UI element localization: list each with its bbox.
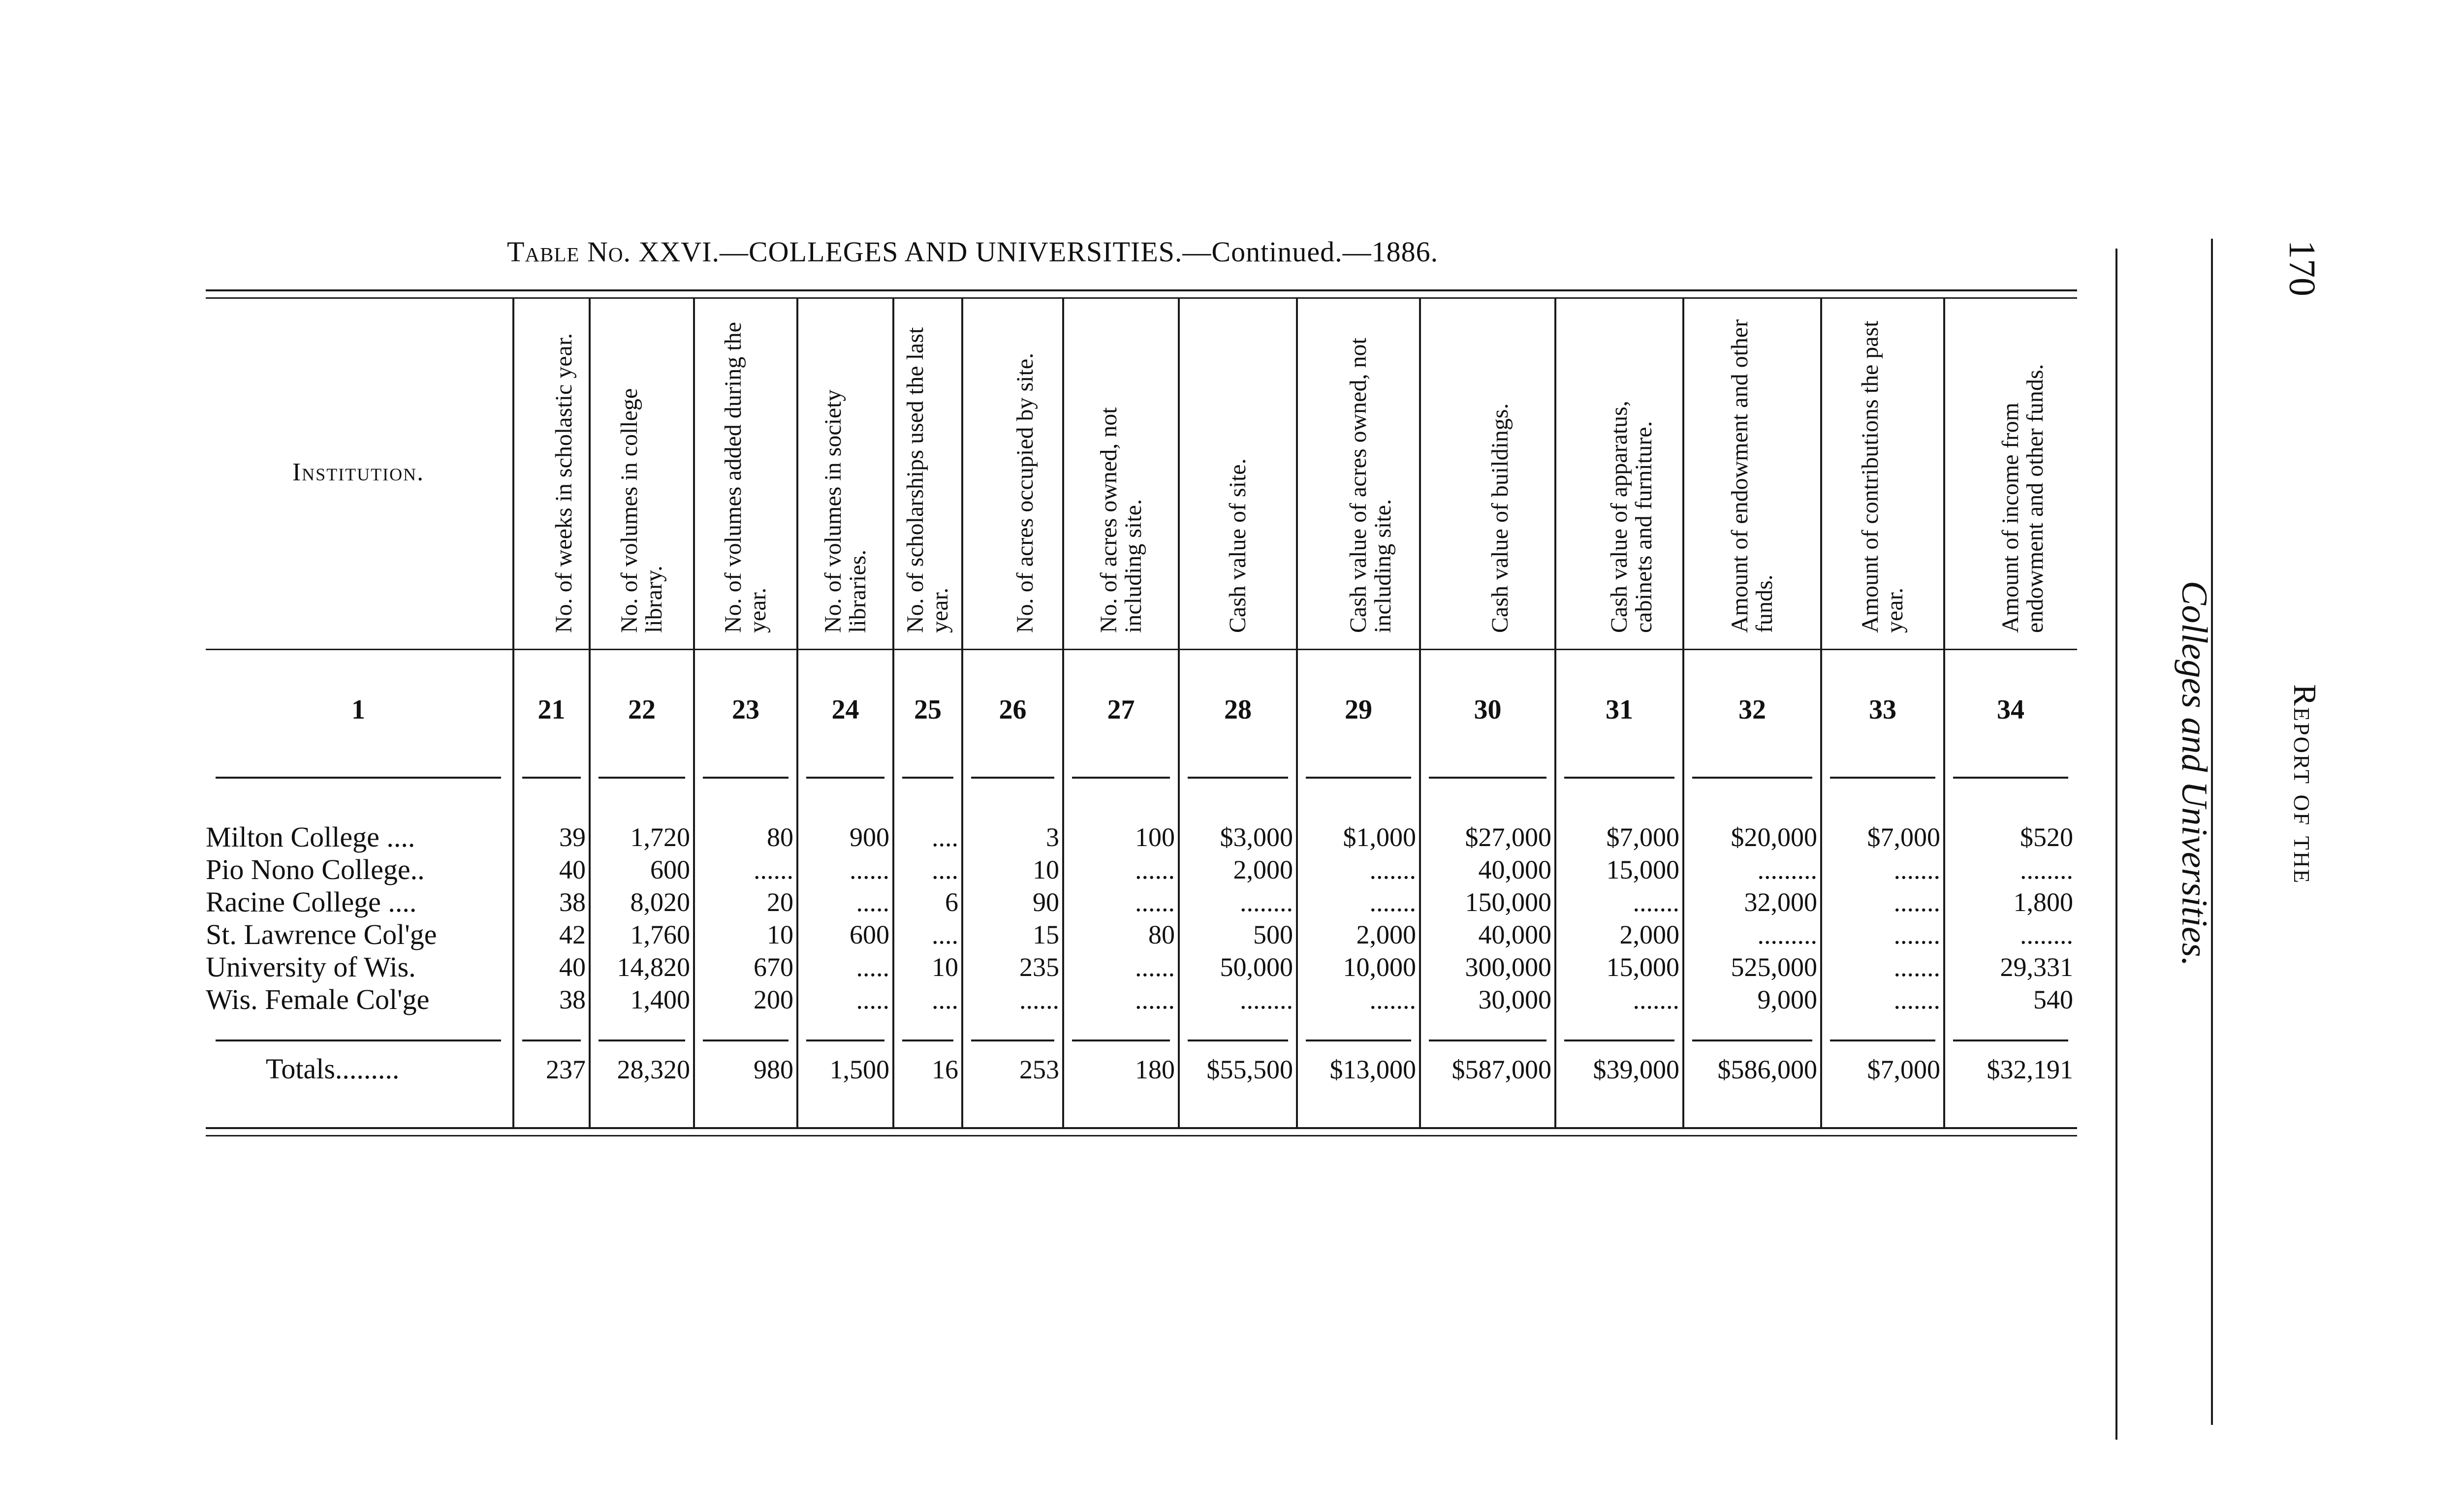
table-cell: 2,000	[1356, 920, 1416, 949]
table-cell: ......	[1135, 985, 1175, 1014]
table-cell: 6	[945, 887, 958, 917]
total-cell: $32,191	[1987, 1055, 2073, 1084]
totals-label: Totals.........	[266, 1053, 400, 1085]
table-cell: 8,020	[630, 887, 690, 917]
column-header: No. of volumes added during the year.	[720, 322, 771, 633]
number-underline	[806, 777, 884, 779]
institution-name: Racine College ....	[206, 886, 417, 918]
institution-header: Institution.	[292, 458, 425, 486]
table-cell: ......	[1135, 855, 1175, 884]
table-cell: .....	[856, 985, 889, 1014]
column-number: 34	[1997, 694, 2024, 725]
total-cell: $55,500	[1206, 1055, 1293, 1084]
total-cell: 253	[1019, 1055, 1059, 1084]
total-cell: $39,000	[1593, 1055, 1679, 1084]
totals-overline	[522, 1040, 581, 1041]
table-cell: 525,000	[1731, 952, 1817, 982]
totals-overline	[1830, 1040, 1935, 1041]
table-cell: 39	[559, 822, 586, 852]
column-number: 21	[537, 694, 566, 725]
table-cell: 80	[1148, 920, 1175, 949]
number-underline	[599, 777, 685, 779]
table-cell: 600	[650, 855, 690, 884]
table-cell: 29,331	[2000, 952, 2073, 982]
right-margin-rule	[2115, 249, 2117, 1440]
table-cell: 235	[1019, 952, 1059, 982]
table-cell: ......	[850, 855, 889, 884]
total-cell: $586,000	[1717, 1055, 1817, 1084]
number-underline	[216, 777, 501, 779]
totals-overline	[902, 1040, 953, 1041]
table-cell: .......	[1893, 855, 1940, 884]
table-cell: $7,000	[1606, 822, 1679, 852]
table-cell: .......	[1369, 985, 1416, 1014]
column-header-cell	[1179, 310, 1297, 640]
column-header-cell	[1555, 310, 1683, 640]
column-header: No. of volumes in society libraries.	[820, 389, 871, 633]
table-cell: 1,800	[2013, 887, 2073, 917]
data-column	[1821, 821, 1944, 1016]
table-title-text: XXVI.—COLLEGES AND UNIVERSITIES.—Continued.—1886.	[638, 236, 1439, 268]
table-title-prefix: Table No.	[507, 236, 631, 268]
total-cell: $587,000	[1451, 1055, 1551, 1084]
table-cell: .......	[1369, 855, 1416, 884]
table-cell: $1,000	[1343, 822, 1416, 852]
table-cell: 90	[1033, 887, 1059, 917]
table-cell: .......	[1893, 952, 1940, 982]
data-column	[513, 821, 590, 1016]
column-header-cell	[962, 310, 1063, 640]
total-cell: 16	[932, 1055, 958, 1084]
table-cell: 9,000	[1757, 985, 1817, 1014]
column-header-cell	[1297, 310, 1420, 640]
column-header-cell	[1944, 310, 2077, 640]
table-cell: .....	[856, 887, 889, 917]
table-cell: ......	[1019, 985, 1059, 1014]
number-underline	[1188, 777, 1288, 779]
column-number: 23	[732, 694, 759, 725]
data-column	[1683, 821, 1821, 1016]
column-header-cell	[1683, 310, 1821, 640]
institution-name: Pio Nono College..	[206, 853, 425, 885]
totals-overline	[1564, 1040, 1674, 1041]
table-cell: 500	[1253, 920, 1293, 949]
table-cell: ........	[2020, 920, 2073, 949]
table-cell: .........	[1757, 855, 1817, 884]
number-underline	[1429, 777, 1546, 779]
table-cell: 50,000	[1220, 952, 1293, 982]
column-number: 25	[914, 694, 942, 725]
table-cell: ......	[1135, 952, 1175, 982]
table-cell: $7,000	[1867, 822, 1940, 852]
data-column	[1420, 821, 1555, 1016]
data-column	[1944, 821, 2077, 1016]
table-cell: 200	[754, 985, 793, 1014]
column-header: No. of volumes in college library.	[616, 388, 667, 633]
table-cell: ......	[754, 855, 793, 884]
number-underline	[522, 777, 581, 779]
table-cell: .....	[856, 952, 889, 982]
data-column	[1555, 821, 1683, 1016]
number-underline	[1306, 777, 1411, 779]
table-cell: 10,000	[1343, 952, 1416, 982]
totals-overline	[1188, 1040, 1288, 1041]
table-cell: 80	[767, 822, 793, 852]
data-column	[1179, 821, 1297, 1016]
table-cell: 600	[850, 920, 889, 949]
bottom-rule-2	[206, 1135, 2077, 1136]
totals-overline	[806, 1040, 884, 1041]
column-number: 27	[1107, 694, 1135, 725]
table-title	[507, 235, 1438, 268]
table-cell: 30,000	[1478, 985, 1551, 1014]
institution-name: Wis. Female Col'ge	[206, 983, 430, 1015]
total-cell: 1,500	[829, 1055, 889, 1084]
page-number: 170	[2281, 240, 2323, 296]
column-number: 29	[1345, 694, 1372, 725]
number-underline	[1564, 777, 1674, 779]
table-cell: ......	[1135, 887, 1175, 917]
top-rule-2	[206, 297, 2077, 299]
table-cell: 20	[767, 887, 793, 917]
table-cell: .......	[1893, 920, 1940, 949]
table-cell: 38	[559, 887, 586, 917]
table-cell: 40,000	[1478, 920, 1551, 949]
column-number: 28	[1224, 694, 1252, 725]
table-cell: 40	[559, 855, 586, 884]
table-cell: .......	[1893, 887, 1940, 917]
table-cell: 670	[754, 952, 793, 982]
institution-name: St. Lawrence Col'ge	[206, 918, 437, 950]
data-column	[1063, 821, 1179, 1016]
table-cell: .......	[1633, 887, 1679, 917]
total-cell: $13,000	[1329, 1055, 1416, 1084]
top-rule	[206, 289, 2077, 291]
institution-name: Milton College ....	[206, 821, 415, 853]
column-header-cell	[797, 310, 893, 640]
table-cell: ....	[932, 920, 958, 949]
table-cell: 38	[559, 985, 586, 1014]
section-title: Colleges and Universities.	[2174, 581, 2214, 967]
table-cell: 540	[2033, 985, 2073, 1014]
column-number: 30	[1474, 694, 1502, 725]
number-underline	[1072, 777, 1170, 779]
total-cell: 237	[546, 1055, 586, 1084]
table-cell: $520	[2020, 822, 2073, 852]
totals-overline	[703, 1040, 789, 1041]
data-column	[694, 821, 797, 1016]
column-header-cell	[513, 310, 590, 640]
column-header: No. of acres occupied by site.	[1011, 352, 1038, 633]
institution-column-number: 1	[351, 694, 365, 725]
institution-names	[206, 821, 511, 1016]
running-head: Report of the	[2287, 684, 2323, 885]
column-header: Cash value of apparatus, cabinets and furniture.	[1606, 401, 1657, 633]
table-cell: 100	[1135, 822, 1175, 852]
column-header: No. of weeks in scholastic year.	[550, 333, 577, 633]
header-bottom-rule	[206, 649, 2077, 650]
data-column	[797, 821, 893, 1016]
column-number: 32	[1738, 694, 1766, 725]
column-header: No. of acres owned, not including site.	[1095, 407, 1146, 633]
totals-overline	[1692, 1040, 1812, 1041]
number-underline	[703, 777, 789, 779]
column-header-cell	[1420, 310, 1555, 640]
table-cell: 14,820	[617, 952, 690, 982]
number-underline	[1692, 777, 1812, 779]
number-underline	[902, 777, 953, 779]
column-header-cell	[893, 310, 962, 640]
column-header: Cash value of site.	[1225, 458, 1251, 633]
data-column	[590, 821, 694, 1016]
table-cell: 300,000	[1465, 952, 1551, 982]
column-header: Amount of endowment and other funds.	[1727, 319, 1777, 633]
table-cell: $20,000	[1731, 822, 1817, 852]
table-cell: 2,000	[1233, 855, 1293, 884]
table-cell: .......	[1633, 985, 1679, 1014]
data-column	[1297, 821, 1420, 1016]
column-number: 22	[628, 694, 656, 725]
table-cell: 1,720	[630, 822, 690, 852]
table-cell: ....	[932, 855, 958, 884]
number-underline	[971, 777, 1054, 779]
column-header-cell	[1063, 310, 1179, 640]
table-cell: 1,760	[630, 920, 690, 949]
table-cell: 15,000	[1606, 855, 1679, 884]
table-cell: 40,000	[1478, 855, 1551, 884]
column-number: 26	[999, 694, 1027, 725]
totals-overline	[971, 1040, 1054, 1041]
column-header: Amount of income from endowment and other funds.	[1997, 364, 2048, 633]
table-cell: .........	[1757, 920, 1817, 949]
column-header: Cash value of buildings.	[1486, 403, 1513, 633]
totals-overline	[1306, 1040, 1411, 1041]
table-cell: 3	[1046, 822, 1059, 852]
table-cell: $3,000	[1220, 822, 1293, 852]
table-cell: 10	[767, 920, 793, 949]
total-cell: 980	[754, 1055, 793, 1084]
bottom-rule	[206, 1127, 2077, 1129]
data-column	[893, 821, 962, 1016]
table-cell: ....	[932, 985, 958, 1014]
column-number: 24	[831, 694, 859, 725]
table-cell: 40	[559, 952, 586, 982]
number-underline	[1830, 777, 1935, 779]
table-cell: 900	[850, 822, 889, 852]
column-header-cell	[1821, 310, 1944, 640]
column-header: Cash value of acres owned, not including site.	[1345, 338, 1396, 633]
total-cell: 180	[1135, 1055, 1175, 1084]
table-cell: ........	[1240, 887, 1293, 917]
table-cell: .......	[1369, 887, 1416, 917]
totals-overline	[599, 1040, 685, 1041]
totals-overline	[1953, 1040, 2068, 1041]
totals-overline	[1429, 1040, 1546, 1041]
table-cell: 150,000	[1465, 887, 1551, 917]
table-cell: ....	[932, 822, 958, 852]
column-number: 33	[1869, 694, 1896, 725]
table-cell: $27,000	[1465, 822, 1551, 852]
column-header: Amount of contributions the past year.	[1857, 320, 1908, 633]
table-cell: 1,400	[630, 985, 690, 1014]
table-cell: 15	[1033, 920, 1059, 949]
totals-overline	[1072, 1040, 1170, 1041]
column-header-cell	[590, 310, 694, 640]
total-cell: 28,320	[617, 1055, 690, 1084]
column-number: 31	[1606, 694, 1633, 725]
table-cell: ........	[1240, 985, 1293, 1014]
institution-name: University of Wis.	[206, 951, 416, 983]
table-cell: 10	[932, 952, 958, 982]
data-column	[962, 821, 1063, 1016]
table-cell: 2,000	[1619, 920, 1679, 949]
total-cell: $7,000	[1867, 1055, 1940, 1084]
number-underline	[1953, 777, 2068, 779]
table-cell: 32,000	[1744, 887, 1817, 917]
table-cell: ........	[2020, 855, 2073, 884]
table-cell: .......	[1893, 985, 1940, 1014]
table-cell: 15,000	[1606, 952, 1679, 982]
table-cell: 42	[559, 920, 586, 949]
table-cell: 10	[1033, 855, 1059, 884]
totals-overline	[216, 1040, 501, 1041]
column-header-cell	[694, 310, 797, 640]
column-header: No. of scholarships used the last year.	[902, 327, 953, 633]
